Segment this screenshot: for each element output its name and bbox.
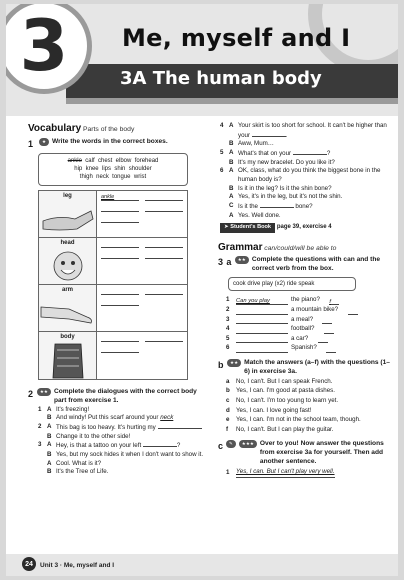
answer-blank[interactable] xyxy=(236,327,288,334)
section-title: Grammar xyxy=(218,241,263,253)
section-subtitle: Parts of the body xyxy=(82,126,135,133)
difficulty-stars-icon: ★★ xyxy=(227,359,241,367)
answer-list xyxy=(226,377,394,435)
dialogue-line: 3 A Hey, is that a tattoo on your left ? xyxy=(38,441,181,450)
dialogue-line: B Is it in the leg? Is it the shin bone? xyxy=(229,184,332,192)
exercise-instruction: Now answer the questions from exercise 3a for yourself. Then add another sentence. xyxy=(259,440,384,466)
filled-answer[interactable]: neck xyxy=(160,414,174,422)
answer-blank[interactable] xyxy=(236,317,288,324)
free-answer-row: 1 Yes, I can. But I can't play very well. xyxy=(226,468,335,477)
question-row: 2 a mountain bike? xyxy=(226,305,394,315)
head-picture: head xyxy=(39,238,97,284)
lesson-bar-stripe xyxy=(66,98,398,104)
dialogue-line: B Change it to the other side! xyxy=(47,432,131,440)
answer-line[interactable] xyxy=(145,194,183,201)
difficulty-stars-icon: ★★ xyxy=(37,388,51,396)
dialogue-line: B Aww, Mum… xyxy=(229,140,274,148)
match-blank[interactable] xyxy=(324,327,334,334)
answer-line[interactable] xyxy=(101,335,139,342)
grid-row-body xyxy=(39,332,187,379)
exercise-instruction: Complete the questions with can and the correct verb from the box. xyxy=(251,256,381,273)
exercise-2-heading xyxy=(28,388,208,406)
dialogue-line: 2 A This bag is too heavy. It's hurting my xyxy=(38,423,208,433)
grid-row-arm xyxy=(39,285,187,332)
answer-blank[interactable] xyxy=(236,308,288,315)
answer-blank[interactable] xyxy=(260,202,294,208)
answer-line[interactable] xyxy=(101,346,139,353)
vocabulary-heading xyxy=(28,122,208,136)
dialogue-line: B And windy! Put this scarf around your neck xyxy=(47,414,174,422)
dialogue-line: B It's the Tree of Life. xyxy=(47,468,109,476)
exercise-number: 2 xyxy=(28,388,34,399)
answer-lines xyxy=(97,285,187,331)
match-blank[interactable] xyxy=(318,336,328,343)
question-row: 4 football? xyxy=(226,324,394,334)
over-to-you: Over to you! xyxy=(259,440,299,448)
free-answer[interactable]: Yes, I can. But I can't play very well. xyxy=(236,467,335,478)
dialogue-line: 6 A OK, class, what do you think the biggest bone in the human body is? xyxy=(220,167,381,184)
page-number: 24 xyxy=(22,557,36,571)
workbook-page xyxy=(6,4,398,576)
answer-line[interactable] xyxy=(101,299,139,306)
answer-row: f No, I can't. But I can play the guitar. xyxy=(226,425,334,433)
body-parts-grid xyxy=(38,190,188,380)
dialogue-list xyxy=(38,406,208,477)
answer-lines xyxy=(97,238,187,284)
answer-blank[interactable] xyxy=(252,131,286,137)
word-box xyxy=(38,153,188,186)
chapter-number: 3 xyxy=(19,5,69,87)
exercise-3c-heading: c ✎ ★★★ Over to you! Now answer the questions from exercise 3a for yourself. Then add another sentence. xyxy=(218,440,384,466)
exercise-instruction: Write the words in the correct boxes. xyxy=(52,137,168,145)
body-picture: body xyxy=(39,332,97,379)
word-line-1: ankle calf chest elbow forehead xyxy=(67,157,159,164)
answer-line[interactable] xyxy=(101,205,139,212)
difficulty-stars-icon: ★★★ xyxy=(239,440,257,448)
difficulty-star-icon: ★ xyxy=(39,138,49,146)
question-row: 3 a meal? xyxy=(226,315,394,325)
answer-row: b Yes, I can. I'm good at pasta dishes. xyxy=(226,387,335,395)
page-footer xyxy=(6,554,398,576)
students-book-ref xyxy=(220,220,394,233)
arm-picture: arm xyxy=(39,285,97,331)
match-blank[interactable] xyxy=(322,317,332,324)
answer-lines xyxy=(97,191,187,237)
answer-blank[interactable] xyxy=(236,346,288,353)
exercise-instruction: Complete the dialogues with the correct body part from exercise 1. xyxy=(53,387,197,404)
dialogue-line: C Is it the bone? xyxy=(229,202,313,211)
word-line-2: hip knee lips shin shoulder xyxy=(74,166,152,173)
free-answer-list xyxy=(226,467,394,478)
section-title: Vocabulary xyxy=(28,123,82,134)
answer-row: a No, I can't. But I can speak French. xyxy=(226,377,333,385)
answer-blank[interactable] xyxy=(236,336,288,343)
grid-row-head xyxy=(39,238,187,285)
answer-line[interactable] xyxy=(145,252,183,259)
dialogue-line: A Cool. What is it? xyxy=(47,459,102,467)
answer-line[interactable] xyxy=(101,252,139,259)
speech-bubble-icon: ✎ xyxy=(226,440,236,448)
answer-line[interactable] xyxy=(145,205,183,212)
exercise-instruction: Match the answers (a–f) with the questions (1–6) in exercise 3a. xyxy=(244,358,390,375)
word-line-3: thigh neck tongue wrist xyxy=(79,174,147,181)
answer-blank[interactable] xyxy=(143,441,177,447)
exercise-3a-heading: 3 a ★★ Complete the questions with can and the correct verb from the box. xyxy=(218,256,394,274)
dialogue-line: A Yes. Well done. xyxy=(229,211,281,219)
section-subtitle: can/could/will be able to xyxy=(264,244,337,252)
right-column xyxy=(218,122,394,478)
answer-row: c No, I can't. I'm too young to learn yet. xyxy=(226,396,339,404)
dialogue-line: 4 A Your skirt is too short for school. It can't be higher than your . xyxy=(220,122,387,139)
question-row: 5 a car? xyxy=(226,334,394,344)
answer-line[interactable] xyxy=(145,288,183,295)
dialogue-line: A Yes, it's in the leg, but it's not the shin. xyxy=(229,193,343,201)
match-blank[interactable] xyxy=(348,308,358,315)
answer-line[interactable] xyxy=(145,335,183,342)
dialogue-line: 5 A What's that on your ? xyxy=(220,149,331,158)
students-book-label: ➤ Student's Book xyxy=(220,223,275,233)
dialogue-line: B It's my new bracelet. Do you like it? xyxy=(229,158,335,166)
left-column xyxy=(28,122,208,477)
dialogue-list-continued xyxy=(220,122,394,220)
grammar-heading xyxy=(218,241,394,255)
answer-row: d Yes, I can. I love going fast! xyxy=(226,406,312,414)
answer-line[interactable] xyxy=(101,241,139,248)
question-list xyxy=(226,295,394,353)
answer-row: e Yes, I can. I'm not in the school team, though. xyxy=(226,416,361,424)
dialogue-line: 1 A It's freezing! xyxy=(38,405,90,413)
difficulty-stars-icon: ★★ xyxy=(235,256,249,264)
answer-blank[interactable] xyxy=(293,149,327,155)
exercise-number: 1 xyxy=(28,138,34,149)
answer-line[interactable]: ankle xyxy=(101,194,139,201)
answer-blank[interactable] xyxy=(158,423,202,429)
students-book-page: page 39, exercise 4 xyxy=(276,224,332,231)
answer-line[interactable] xyxy=(101,288,139,295)
exercise-1-heading xyxy=(28,138,208,150)
dialogue-line: B Yes, but my sock hides it when I don't want to show it. xyxy=(47,450,204,458)
exercise-3b-heading: b ★★ Match the answers (a–f) with the questions (1–6) in exercise 3a. xyxy=(218,359,394,377)
footer-unit-label: Unit 3 · Me, myself and I xyxy=(40,562,115,569)
answer-lines xyxy=(97,332,187,379)
lesson-title: 3A The human body xyxy=(120,68,322,89)
match-blank[interactable]: f xyxy=(329,298,339,305)
leg-picture: leg xyxy=(39,191,97,237)
verb-box: cook drive play (x2) ride speak xyxy=(228,277,356,291)
question-row: 1 Can you play the piano? f xyxy=(226,295,394,305)
answer-blank[interactable]: Can you play xyxy=(236,298,288,305)
answer-line[interactable] xyxy=(101,216,139,223)
answer-line[interactable] xyxy=(145,241,183,248)
match-blank[interactable] xyxy=(326,346,336,353)
question-row: 6 Spanish? xyxy=(226,343,394,353)
grid-row-leg xyxy=(39,191,187,238)
unit-title: Me, myself and I xyxy=(122,24,351,52)
